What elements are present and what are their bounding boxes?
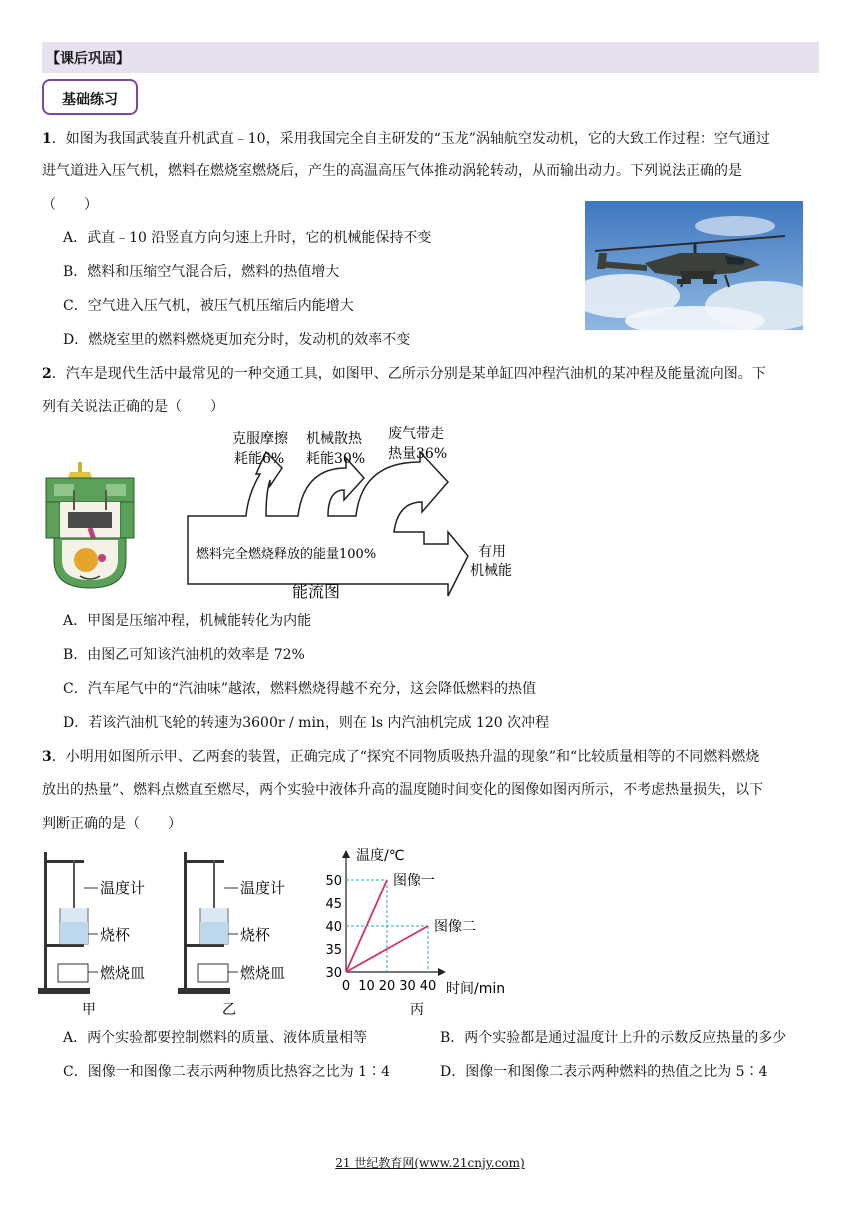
energy-flow-caption: 能流图 — [292, 582, 341, 601]
a-thermometer-label: 温度计 — [100, 879, 146, 897]
q1-option-d: D．燃烧室里的燃料燃烧更加充分时，发动机的效率不变 — [63, 332, 411, 348]
q2-option-b: B．由图乙可知该汽油机的效率是 72% — [63, 647, 305, 663]
q1-line2: 进气道进入压气机，燃料在燃烧室燃烧后，产生的高温高压气体推动涡轮转动，从而输出动力。下列说法正确的是 — [42, 163, 742, 179]
q1-text1: ．如图为我国武装直升机武直﹣10，采用我国完全自主研发的“玉龙”涡轴航空发动机，它的大致工作过程：空气通过 — [51, 131, 770, 147]
x-tick-label: 20 — [378, 979, 396, 994]
temperature-time-graph — [320, 842, 520, 1020]
graph-c-label: 丙 — [410, 1002, 424, 1018]
q3-option-b: B．两个实验都是通过温度计上升的示数反应热量的多少 — [440, 1030, 787, 1046]
y-tick-label: 45 — [325, 897, 342, 912]
loss1-line1: 克服摩擦 — [232, 431, 288, 447]
q2-option-a: A．甲图是压缩冲程，机械能转化为内能 — [63, 613, 312, 629]
x-axis-arrow — [438, 968, 446, 976]
q3-option-d: D．图像一和图像二表示两种燃料的热值之比为 5∶4 — [440, 1064, 768, 1080]
q2-number: 2 — [42, 366, 52, 382]
x-tick-label: 0 — [341, 979, 351, 994]
q3-option-c: C．图像一和图像二表示两种物质比热容之比为 1∶4 — [63, 1064, 390, 1080]
y-axis-arrow — [342, 850, 350, 858]
helicopter-photo — [585, 201, 803, 330]
q3-text1: ．小明用如图所示甲、乙两套的装置，正确完成了“探究不同物质吸热升温的现象”和“比较质量相等的不同燃料燃烧 — [51, 749, 760, 765]
q3-number: 3 — [42, 749, 52, 765]
apparatus-b-figure — [178, 852, 308, 1020]
q3-line1 — [42, 747, 759, 767]
q3-line3: 判断正确的是（ ） — [42, 816, 182, 832]
energy-flow-diagram — [186, 424, 526, 604]
y-tick-label: 30 — [325, 966, 342, 981]
apparatus-a-label: 甲 — [82, 1002, 96, 1018]
footer-source: 21 世纪教育网(www.21cnjy.com) — [335, 1156, 525, 1170]
q2-line2: 列有关说法正确的是（ ） — [42, 399, 224, 415]
series-label: 图像二 — [434, 919, 476, 935]
y-tick-label: 40 — [325, 920, 342, 935]
q1-line1 — [42, 129, 770, 149]
q2-option-d: D．若该汽油机飞轮的转速为3600r / min，则在 ls 内汽油机完成 120 次冲程 — [63, 715, 550, 731]
apparatus-a-figure — [38, 852, 168, 1020]
graph-y-axis-label: 温度/℃ — [356, 848, 405, 864]
a-beaker-label: 烧杯 — [100, 926, 131, 944]
y-tick-label: 35 — [325, 943, 342, 958]
useful-energy-line2: 机械能 — [470, 563, 512, 579]
q3-line2: 放出的热量”、燃料点燃直至燃尽，两个实验中液体升高的温度随时间变化的图像如图丙所示，不考虑热量损失，以下 — [42, 782, 764, 798]
q2-line1 — [42, 364, 766, 384]
apparatus-b-label: 乙 — [222, 1002, 236, 1018]
loss3-line1: 废气带走 — [388, 426, 444, 442]
b-beaker-label: 烧杯 — [240, 926, 271, 944]
input-energy-label: 燃料完全燃烧释放的能量100% — [196, 547, 377, 562]
basic-practice-tag — [42, 79, 138, 115]
useful-energy-line1: 有用 — [478, 544, 506, 560]
engine-cylinder-figure — [40, 460, 140, 590]
q2-text1: ．汽车是现代生活中最常见的一种交通工具，如图甲、乙所示分别是某单缸四冲程汽油机的某冲程及能量流向图。下 — [51, 366, 766, 382]
q1-number: 1 — [42, 131, 52, 147]
x-tick-label: 30 — [399, 979, 416, 994]
loss2-line2: 耗能30% — [306, 451, 366, 467]
b-dish-label: 燃烧皿 — [240, 964, 286, 982]
x-tick-label: 40 — [419, 979, 437, 994]
x-tick-label: 10 — [358, 979, 375, 994]
tag-label: 基础练习 — [62, 92, 118, 108]
q3-option-a: A．两个实验都要控制燃料的质量、液体质量相等 — [63, 1030, 368, 1046]
q1-option-b: B．燃料和压缩空气混合后，燃料的热值增大 — [63, 264, 340, 280]
loss3-line2: 热量36% — [388, 446, 448, 462]
loss1-line2: 耗能6% — [234, 451, 285, 467]
q1-option-a: A．武直﹣10 沿竖直方向匀速上升时，它的机械能保持不变 — [63, 230, 432, 246]
graph-x-axis-label: 时间/min — [446, 981, 506, 997]
a-dish-label: 燃烧皿 — [100, 964, 146, 982]
q1-option-c: C．空气进入压气机，被压气机压缩后内能增大 — [63, 298, 354, 314]
q2-option-c: C．汽车尾气中的“汽油味”越浓，燃料燃烧得越不充分，这会降低燃料的热值 — [63, 681, 537, 697]
loss2-line1: 机械散热 — [306, 431, 362, 447]
section-header-bar — [42, 42, 819, 73]
series-label: 图像一 — [393, 873, 435, 889]
q1-paren: （ ） — [42, 197, 98, 213]
b-thermometer-label: 温度计 — [240, 879, 286, 897]
y-tick-label: 50 — [325, 874, 342, 889]
section-header: 【课后巩固】 — [46, 51, 130, 67]
